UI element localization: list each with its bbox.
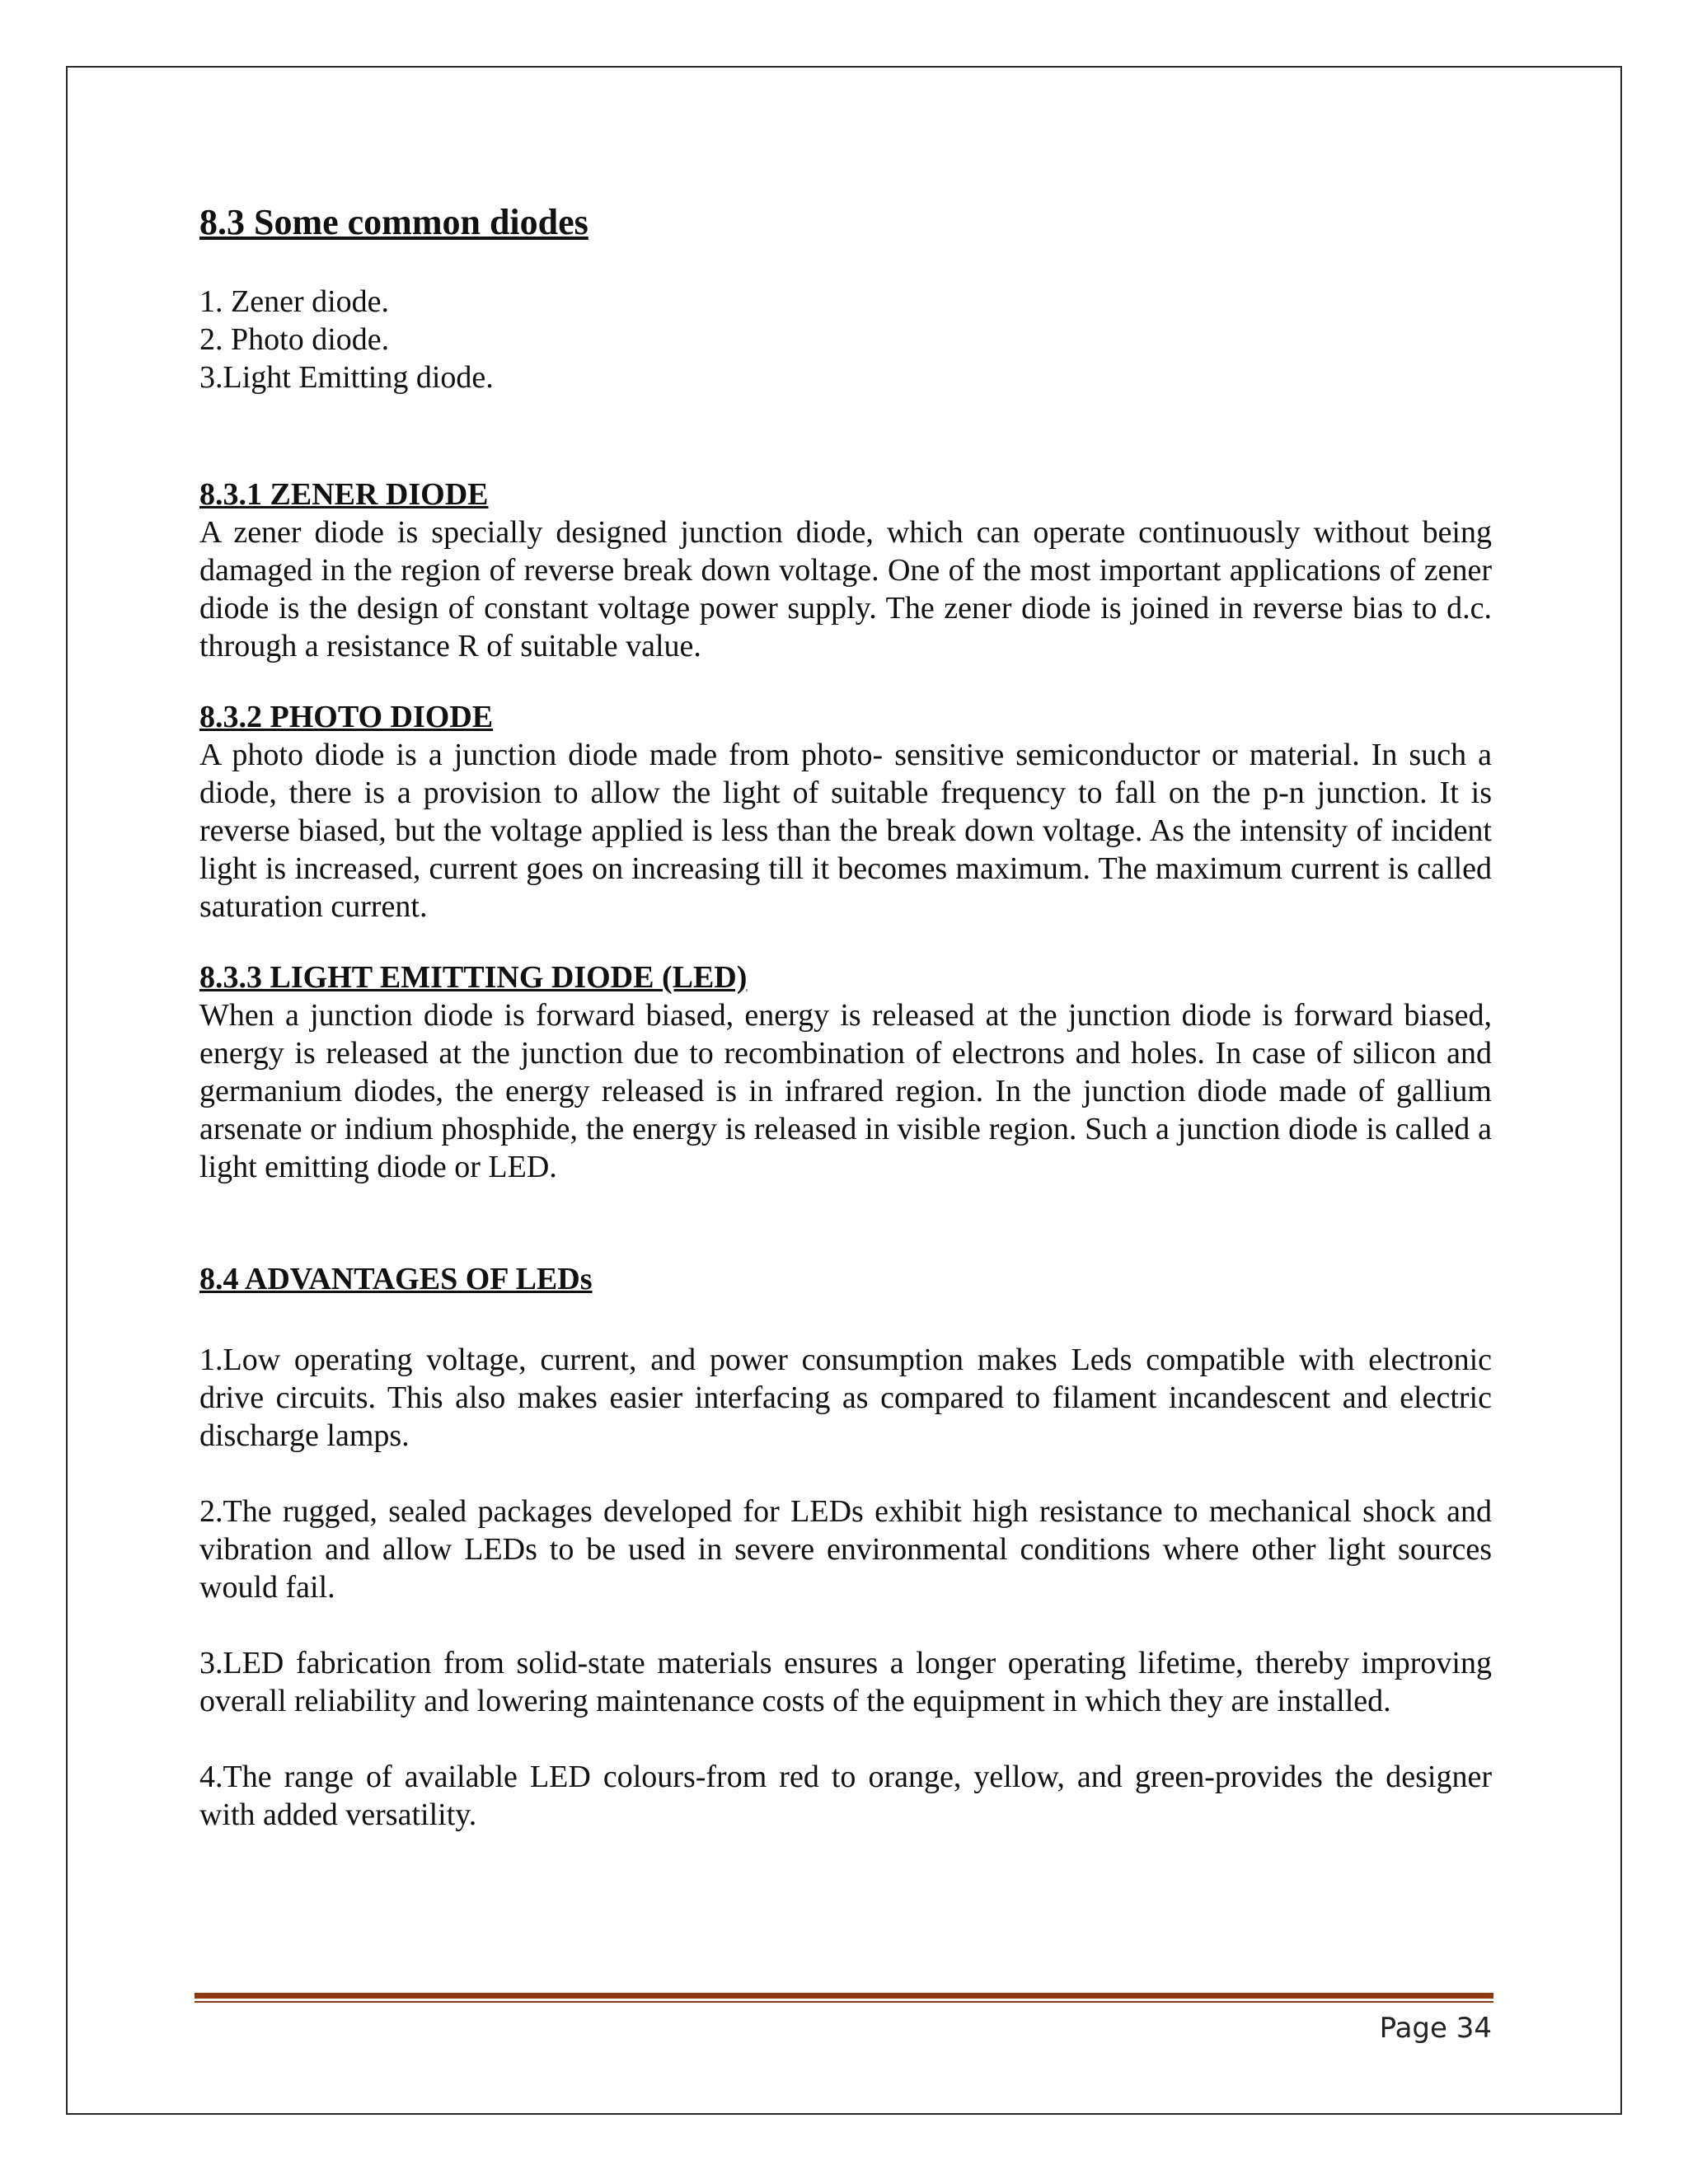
led-heading: 8.3.3 LIGHT EMITTING DIODE (LED) <box>199 960 748 995</box>
photo-heading: 8.3.2 PHOTO DIODE <box>199 700 494 734</box>
list-item: 2. Photo diode. <box>199 322 390 357</box>
advantages-heading: 8.4 ADVANTAGES OF LEDs <box>199 1262 593 1296</box>
advantage-item: 3.LED fabrication from solid-state materials ensures a longer operating lifetime, thereby improving overall reliability and lowering maintenance costs of the equipment in which they are installed. <box>199 1646 1492 1718</box>
advantage-item: 2.The rugged, sealed packages developed for LEDs exhibit high resistance to mechanical shock and vibration and allow LEDs to be used in severe environmental conditions where other light sources would fail. <box>199 1494 1492 1605</box>
section-title: 8.3 Some common diodes <box>199 202 588 242</box>
diode-list <box>199 283 1492 396</box>
footer-rule <box>195 1993 1493 1999</box>
zener-paragraph: A zener diode is specially designed junction diode, which can operate continuously without being damaged in the region of reverse break down voltage. One of the most important applications of zener diode is the design of constant voltage power supply. The zener diode is joined in reverse bias to d.c. through a resistance R of suitable value. <box>199 515 1492 663</box>
led-paragraph: When a junction diode is forward biased, energy is released at the junction diode is forward biased, energy is released at the junction due to recombination of electrons and holes. In case of silicon and germanium diodes, the energy released is in infrared region. In the junction diode made of gallium arsenate or indium phosphide, the energy is released in visible region. Such a junction diode is called a light emitting diode or LED. <box>199 998 1492 1184</box>
list-item: 1. Zener diode. <box>199 284 390 319</box>
page-number: Page 34 <box>1379 2012 1492 2045</box>
photo-paragraph: A photo diode is a junction diode made from photo- sensitive semiconductor or material. In such a diode, there is a provision to allow the light of suitable frequency to fall on the p-n junction. It is reverse biased, but the voltage applied is less than the break down voltage. As the intensity of incident light is increased, current goes on increasing till it becomes maximum. The maximum current is called saturation current. <box>199 738 1492 924</box>
zener-heading: 8.3.1 ZENER DIODE <box>199 477 489 512</box>
advantage-item: 4.The range of available LED colours-from red to orange, yellow, and green-provides the designer with added versatility. <box>199 1760 1492 1832</box>
list-item: 3.Light Emitting diode. <box>199 360 494 395</box>
advantage-item: 1.Low operating voltage, current, and power consumption makes Leds compatible with electronic drive circuits. This also makes easier interfacing as compared to filament incandescent and electric discharge lamps. <box>199 1343 1492 1453</box>
footer-rule-thin <box>195 2001 1493 2003</box>
page-content <box>199 185 1492 1834</box>
